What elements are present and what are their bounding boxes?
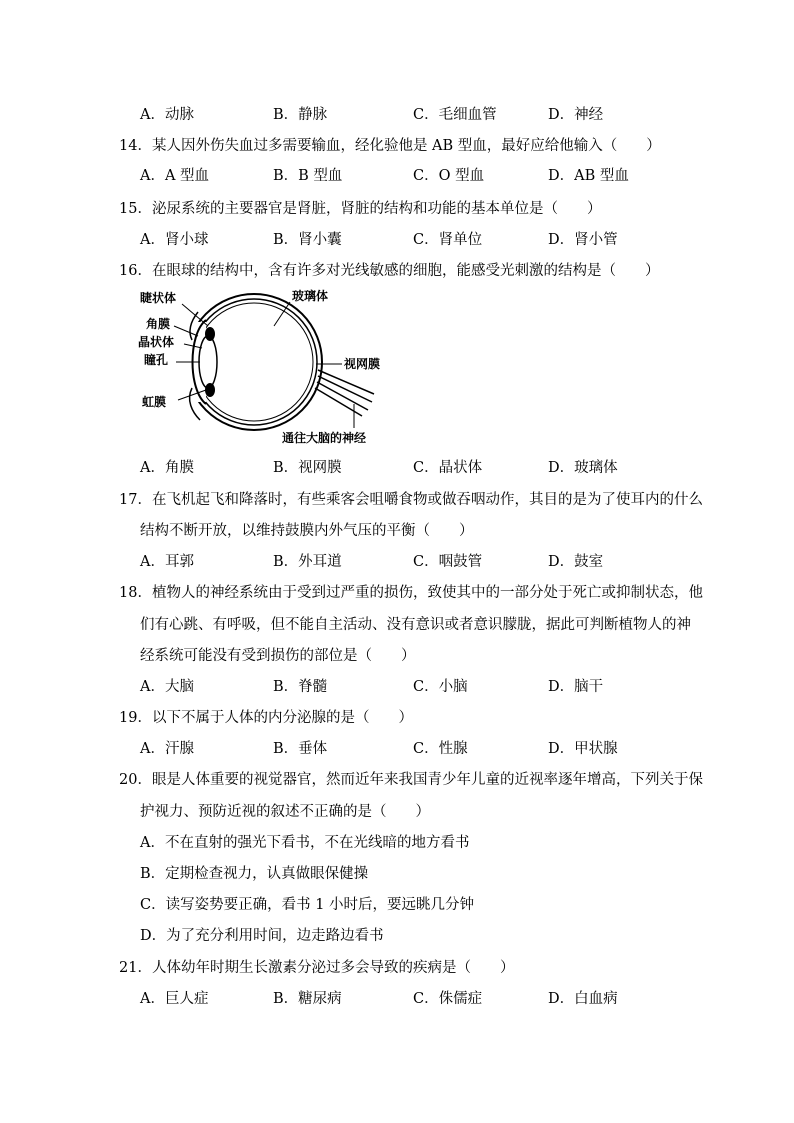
q13-options	[140, 103, 740, 123]
question-20-stem-line-1: 20．眼是人体重要的视觉器官，然而近年来我国青少年儿童的近视率逐年增高，下列关于保	[119, 772, 703, 788]
question-20-stem-line-2: 护视力、预防近视的叙述不正确的是（ ）	[140, 804, 430, 820]
option-d: D．AB 型血	[548, 168, 629, 184]
question-18-stem-line-2: 们有心跳、有呼吸，但不能自主活动、没有意识或者意识朦胧，据此可判断植物人的神	[140, 617, 691, 633]
eye-diagram	[136, 282, 396, 450]
q14-options	[140, 164, 740, 184]
option-c: C．肾单位	[413, 232, 483, 248]
q16-options	[140, 456, 740, 476]
option-c: C．咽鼓管	[413, 554, 483, 570]
option-b: B．静脉	[273, 107, 328, 123]
question-18-stem-line-1: 18．植物人的神经系统由于受到过严重的损伤，致使其中的一部分处于死亡或抑制状态，他	[119, 585, 703, 601]
option-c: C．小脑	[413, 679, 468, 695]
label-pupil: 瞳孔	[144, 353, 169, 367]
option-a: A．巨人症	[140, 991, 209, 1007]
option-b: B．脊髓	[273, 679, 328, 695]
label-optic-nerve: 通往大脑的神经	[282, 431, 367, 445]
option-c: C．性腺	[413, 741, 468, 757]
option-c: C．O 型血	[413, 168, 485, 184]
q20-option-b: B．定期检查视力，认真做眼保健操	[140, 866, 369, 882]
iris-lower	[205, 383, 215, 397]
option-b: B．肾小囊	[273, 232, 342, 248]
label-vitreous: 玻璃体	[292, 289, 329, 303]
option-d: D．玻璃体	[548, 460, 618, 476]
label-cornea: 角膜	[146, 317, 171, 331]
option-b: B．视网膜	[273, 460, 342, 476]
label-ciliary-body: 睫状体	[140, 291, 177, 305]
option-b: B．B 型血	[273, 168, 343, 184]
question-16-stem: 16．在眼球的结构中，含有许多对光线敏感的细胞，能感受光刺激的结构是（ ）	[119, 263, 660, 279]
option-d: D．肾小管	[548, 232, 618, 248]
option-a: A．耳郭	[140, 554, 194, 570]
option-d: D．鼓室	[548, 554, 604, 570]
option-d: D．白血病	[548, 991, 618, 1007]
question-17-stem-line-2: 结构不断开放，以维持鼓膜内外气压的平衡（ ）	[140, 523, 474, 539]
question-21-stem: 21．人体幼年时期生长激素分泌过多会导致的疾病是（ ）	[119, 960, 515, 976]
option-a: A．动脉	[140, 107, 194, 123]
q18-options	[140, 675, 740, 695]
option-a: A．角膜	[140, 460, 194, 476]
question-17-stem-line-1: 17．在飞机起飞和降落时，有些乘客会咀嚼食物或做吞咽动作，其目的是为了使耳内的什么	[119, 492, 703, 508]
option-d: D．脑干	[548, 679, 604, 695]
option-d: D．神经	[548, 107, 604, 123]
q15-options	[140, 228, 740, 248]
label-iris: 虹膜	[142, 395, 167, 409]
label-lens: 晶状体	[138, 335, 175, 349]
option-b: B．外耳道	[273, 554, 342, 570]
option-b: B．糖尿病	[273, 991, 342, 1007]
option-b: B．垂体	[273, 741, 328, 757]
q20-option-c: C．读写姿势要正确，看书 1 小时后，要远眺几分钟	[140, 897, 475, 913]
option-c: C．侏儒症	[413, 991, 483, 1007]
option-c: C．晶状体	[413, 460, 483, 476]
optic-nerve-1	[318, 370, 374, 394]
q21-options	[140, 987, 740, 1007]
question-18-stem-line-3: 经系统可能没有受到损伤的部位是（ ）	[140, 648, 416, 664]
question-14-stem: 14．某人因外伤失血过多需要输血，经化验他是 AB 型血，最好应给他输入（ ）	[119, 138, 661, 154]
lens-shape	[199, 336, 217, 388]
option-a: A．肾小球	[140, 232, 209, 248]
q20-option-a: A．不在直射的强光下看书，不在光线暗的地方看书	[140, 835, 470, 851]
iris-upper	[205, 327, 215, 341]
option-a: A．汗腺	[140, 741, 194, 757]
q19-options	[140, 737, 740, 757]
q20-option-d: D．为了充分利用时间，边走路边看书	[140, 928, 384, 944]
question-15-stem: 15．泌尿系统的主要器官是肾脏，肾脏的结构和功能的基本单位是（ ）	[119, 201, 602, 217]
option-a: A．大脑	[140, 679, 194, 695]
option-a: A．A 型血	[140, 168, 210, 184]
label-retina: 视网膜	[344, 357, 381, 371]
q17-options	[140, 550, 740, 570]
option-c: C．毛细血管	[413, 107, 497, 123]
question-19-stem: 19．以下不属于人体的内分泌腺的是（ ）	[119, 710, 413, 726]
option-d: D．甲状腺	[548, 741, 618, 757]
